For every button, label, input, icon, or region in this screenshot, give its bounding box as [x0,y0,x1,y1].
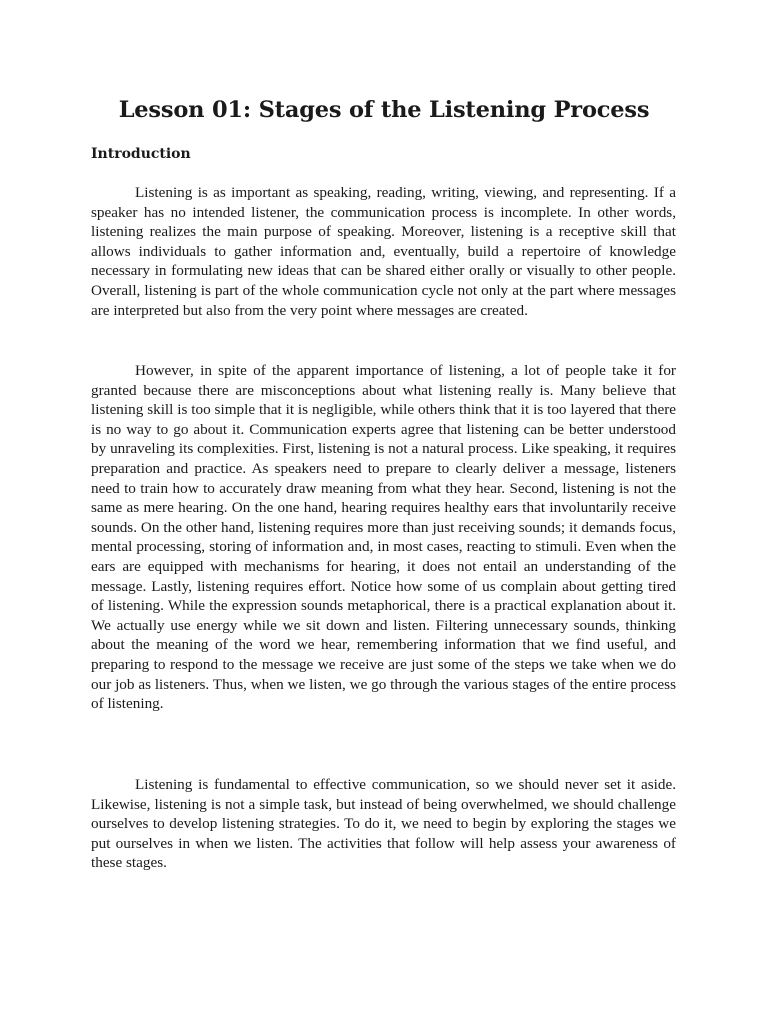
paragraph-2: However, in spite of the apparent importance of listening, a lot of people take it for granted because there are misconceptions about what listening really is. Many believe that listening skill is too simple that it is negligible, while others think that it is too layered that there is no way to go about it. Communication experts agree that listening can be better understood by unraveling its complexities. First, listening is not a natural process. Like speaking, it requires preparation and practice. As speakers need to prepare to clearly deliver a message, listeners need to train how to accurately draw meaning from what they hear. Second, listening is not the same as mere hearing. On the one hand, hearing requires healthy ears that involuntarily receive sounds. On the other hand, listening requires more than just receiving sounds; it demands focus, mental processing, storing of information and, in most cases, reacting to stimuli. Even when the ears are equipped with mechanisms for hearing, it does not entail an understanding of the message. Lastly, listening requires effort. Notice how some of us complain about getting tired of listening. While the expression sounds metaphorical, there is a practical explanation about it. We actually use energy while we sit down and listen. Filtering unnecessary sounds, thinking about the meaning of the word we hear, remembering information that we find useful, and preparing to respond to the message we receive are just some of the steps we take when we do our job as listeners. Thus, when we listen, we go through the various stages of the entire process of listening. [91,362,676,713]
paragraph-1: Listening is as important as speaking, reading, writing, viewing, and representing. If a speaker has no intended listener, the communication process is incomplete. In other words, listening realizes the main purpose of speaking. Moreover, listening is a receptive skill that allows individuals to gather information and, eventually, build a repertoire of knowledge necessary in formulating new ideas that can be shared either orally or visually to other people. Overall, listening is part of the whole communication cycle not only at the part where messages are interpreted but also from the very point where messages are created. [91,184,676,319]
paragraph-3: Listening is fundamental to effective communication, so we should never set it aside. Likewise, listening is not a simple task, but instead of being overwhelmed, we should challenge ourselves to develop listening strategies. To do it, we need to begin by exploring the stages we put ourselves in when we listen. The activities that follow will help assess your awareness of these stages. [91,776,676,872]
section-heading-introduction: Introduction [91,146,191,162]
page-title: Lesson 01: Stages of the Listening Process [118,97,650,123]
